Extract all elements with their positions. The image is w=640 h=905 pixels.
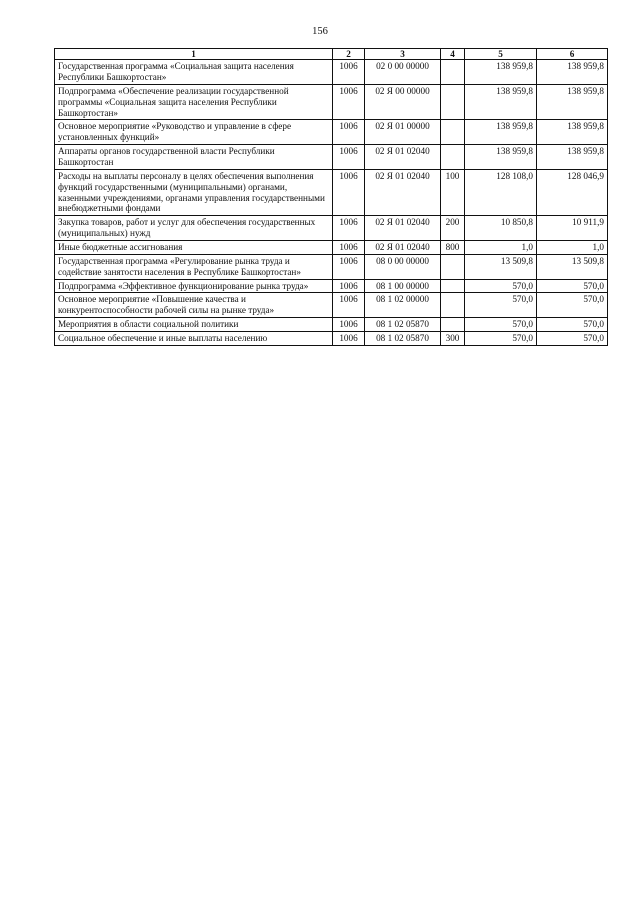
row-sum-2: 570,0 xyxy=(537,318,608,332)
row-section: 1006 xyxy=(333,84,365,120)
row-sum-1: 570,0 xyxy=(465,318,537,332)
column-header: 4 xyxy=(441,49,465,60)
row-name: Государственная программа «Социальная защита населения Республики Башкортостан» xyxy=(55,60,333,85)
row-section: 1006 xyxy=(333,279,365,293)
row-target-code: 02 Я 01 00000 xyxy=(365,120,441,145)
row-sum-2: 570,0 xyxy=(537,293,608,318)
row-expense-type xyxy=(441,293,465,318)
row-name: Основное мероприятие «Повышение качества и конкурентоспособности рабочей силы на рынке труда» xyxy=(55,293,333,318)
budget-table xyxy=(54,48,608,346)
row-expense-type: 800 xyxy=(441,241,465,255)
table-row xyxy=(55,254,608,279)
row-sum-2: 138 959,8 xyxy=(537,120,608,145)
row-expense-type: 100 xyxy=(441,169,465,215)
table-row xyxy=(55,279,608,293)
table-row xyxy=(55,318,608,332)
row-section: 1006 xyxy=(333,216,365,241)
row-expense-type: 200 xyxy=(441,216,465,241)
row-target-code: 02 Я 01 02040 xyxy=(365,216,441,241)
table-row xyxy=(55,332,608,346)
row-target-code: 02 Я 01 02040 xyxy=(365,169,441,215)
row-section: 1006 xyxy=(333,332,365,346)
column-header: 5 xyxy=(465,49,537,60)
column-header: 2 xyxy=(333,49,365,60)
row-sum-1: 138 959,8 xyxy=(465,60,537,85)
row-name: Подпрограмма «Эффективное функционирование рынка труда» xyxy=(55,279,333,293)
row-sum-1: 128 108,0 xyxy=(465,169,537,215)
row-sum-2: 13 509,8 xyxy=(537,254,608,279)
row-sum-2: 570,0 xyxy=(537,332,608,346)
row-name: Мероприятия в области социальной политики xyxy=(55,318,333,332)
row-sum-1: 1,0 xyxy=(465,241,537,255)
table-row xyxy=(55,145,608,170)
table-row xyxy=(55,169,608,215)
column-header: 1 xyxy=(55,49,333,60)
row-expense-type xyxy=(441,145,465,170)
row-section: 1006 xyxy=(333,254,365,279)
row-sum-2: 570,0 xyxy=(537,279,608,293)
page-number: 156 xyxy=(312,26,328,37)
table-row xyxy=(55,241,608,255)
row-sum-1: 570,0 xyxy=(465,279,537,293)
row-section: 1006 xyxy=(333,60,365,85)
row-section: 1006 xyxy=(333,120,365,145)
row-expense-type xyxy=(441,318,465,332)
column-header: 3 xyxy=(365,49,441,60)
row-name: Аппараты органов государственной власти Республики Башкортостан xyxy=(55,145,333,170)
row-sum-1: 138 959,8 xyxy=(465,120,537,145)
row-sum-1: 138 959,8 xyxy=(465,84,537,120)
table-row xyxy=(55,60,608,85)
row-sum-2: 128 046,9 xyxy=(537,169,608,215)
row-target-code: 02 Я 01 02040 xyxy=(365,241,441,255)
row-expense-type: 300 xyxy=(441,332,465,346)
row-target-code: 08 1 02 05870 xyxy=(365,332,441,346)
row-expense-type xyxy=(441,279,465,293)
table-row xyxy=(55,293,608,318)
row-name: Закупка товаров, работ и услуг для обеспечения государственных (муниципальных) нужд xyxy=(55,216,333,241)
table-row xyxy=(55,120,608,145)
row-target-code: 08 1 00 00000 xyxy=(365,279,441,293)
row-sum-2: 1,0 xyxy=(537,241,608,255)
column-header: 6 xyxy=(537,49,608,60)
table-row xyxy=(55,216,608,241)
row-sum-2: 10 911,9 xyxy=(537,216,608,241)
table-row xyxy=(55,84,608,120)
row-sum-1: 570,0 xyxy=(465,332,537,346)
row-name: Расходы на выплаты персоналу в целях обеспечения выполнения функций государственными (муниципальными) органами, казенными учреждениями, органами управления государственными внебюджетными фондами xyxy=(55,169,333,215)
row-section: 1006 xyxy=(333,169,365,215)
row-sum-1: 570,0 xyxy=(465,293,537,318)
row-section: 1006 xyxy=(333,318,365,332)
row-expense-type xyxy=(441,120,465,145)
row-name: Государственная программа «Регулирование рынка труда и содействие занятости населения в Республике Башкортостан» xyxy=(55,254,333,279)
row-sum-2: 138 959,8 xyxy=(537,145,608,170)
row-expense-type xyxy=(441,84,465,120)
row-target-code: 08 0 00 00000 xyxy=(365,254,441,279)
row-expense-type xyxy=(441,60,465,85)
row-target-code: 02 Я 01 02040 xyxy=(365,145,441,170)
row-name: Иные бюджетные ассигнования xyxy=(55,241,333,255)
row-sum-1: 13 509,8 xyxy=(465,254,537,279)
table-header-row xyxy=(55,49,608,60)
row-sum-1: 138 959,8 xyxy=(465,145,537,170)
row-name: Социальное обеспечение и иные выплаты населению xyxy=(55,332,333,346)
row-sum-2: 138 959,8 xyxy=(537,60,608,85)
row-target-code: 02 0 00 00000 xyxy=(365,60,441,85)
row-target-code: 08 1 02 05870 xyxy=(365,318,441,332)
row-expense-type xyxy=(441,254,465,279)
row-section: 1006 xyxy=(333,145,365,170)
row-name: Подпрограмма «Обеспечение реализации государственной программы «Социальная защита населения Республики Башкортостан» xyxy=(55,84,333,120)
row-sum-2: 138 959,8 xyxy=(537,84,608,120)
row-target-code: 08 1 02 00000 xyxy=(365,293,441,318)
row-section: 1006 xyxy=(333,241,365,255)
row-section: 1006 xyxy=(333,293,365,318)
row-sum-1: 10 850,8 xyxy=(465,216,537,241)
row-target-code: 02 Я 00 00000 xyxy=(365,84,441,120)
row-name: Основное мероприятие «Руководство и управление в сфере установленных функций» xyxy=(55,120,333,145)
